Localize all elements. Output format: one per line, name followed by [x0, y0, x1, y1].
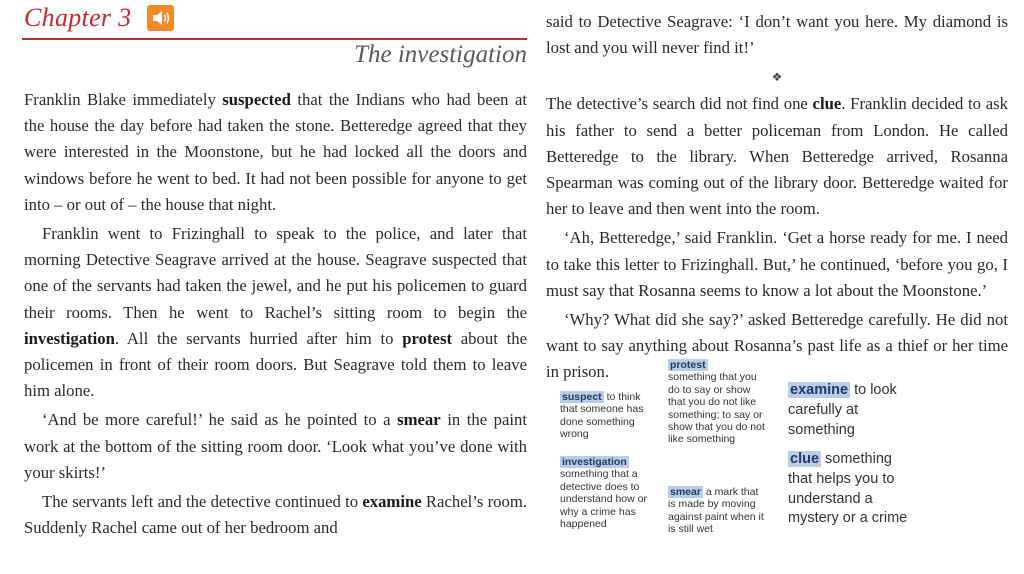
glossary-term: suspect: [562, 391, 602, 403]
section-title: The investigation: [354, 41, 527, 68]
keyword-suspected: suspected: [222, 90, 291, 109]
paragraph: Franklin Blake immediately suspected that the Indians who had been at the house the day before had taken the stone. Betteredge agreed that they were interested in the Moonstone, but he had locked all the doors and windows before he went to bed. It had not been possible for anyone to get into – or out of – the house that night.: [24, 90, 527, 214]
glossary-entry-smear: [668, 486, 766, 536]
keyword-clue: clue: [812, 94, 842, 114]
chapter-heading: Chapter 3: [24, 3, 132, 32]
glossary-definition: something that you do to say or show that you do not like something; to say or show that you do not like something: [668, 371, 765, 446]
speaker-icon: [151, 9, 171, 27]
paragraph: Franklin went to Frizinghall to speak to the police, and later that morning Detective Seagrave arrived at the house. Seagrave suspected that one of the servants had taken the jewel, and he put his policemen to guard their rooms. Then he went to Rachel’s sitting room to begin the investigation. All the servants hurried after him to protest about the policemen in front of their room doors. But Seagrave told them to leave him alone.: [24, 224, 527, 401]
right-text-column: [546, 9, 1008, 386]
glossary-term: smear: [670, 486, 701, 498]
paragraph: said to Detective Seagrave: ‘I don’t want you here. My diamond is lost and you will never find it!’: [546, 12, 1008, 58]
left-text-column: [24, 87, 527, 541]
keyword-protest: protest: [402, 328, 453, 348]
keyword-investigation: investigation: [24, 328, 115, 348]
paragraph: The servants left and the detective continued to examine Rachel’s room. Suddenly Rachel came out of her bedroom and: [24, 492, 528, 538]
glossary-definition: something that helps you to understand a mystery or a crime: [788, 451, 908, 527]
glossary-term: protest: [670, 359, 706, 371]
glossary-entry-examine: [788, 381, 918, 440]
paragraph: The detective’s search did not find one clue. Franklin decided to ask his father to send a better policeman from London. He called Betteredge to the library. When Betteredge arrived, Rosanna Spearman was coming out of the library door. Betteredge waited for her to leave and then went into the room.: [546, 94, 1008, 219]
glossary-term: investigation: [562, 456, 627, 468]
section-divider: ❖: [771, 70, 783, 85]
glossary-entry-clue: [788, 450, 918, 529]
glossary-entry-suspect: [560, 391, 658, 441]
header-divider: [22, 38, 527, 40]
glossary-entry-investigation: [560, 456, 658, 530]
paragraph: ‘And be more careful!’ he said as he pointed to a smear in the paint work at the bottom of the sitting room door. ‘Look what you’ve done with your skirts!’: [24, 410, 528, 482]
glossary-definition: something that a detective does to understand how or why a crime has happened: [560, 468, 647, 531]
glossary-definition: to think that someone has done something wrong: [560, 391, 644, 441]
glossary-term: examine: [790, 382, 849, 398]
glossary-entry-protest: [668, 359, 766, 446]
glossary-definition: a mark that is made by moving against paint when it is still wet: [668, 486, 764, 536]
keyword-examine: examine: [362, 492, 422, 512]
keyword-smear: smear: [397, 410, 441, 430]
paragraph: ‘Why? What did she say?’ asked Betteredge carefully. He did not want to say anything about Rosanna’s past life as a thief or her time in prison.: [546, 310, 1008, 382]
glossary-term: clue: [790, 451, 820, 467]
paragraph: ‘Ah, Betteredge,’ said Franklin. ‘Get a horse ready for me. I need to take this letter to Frizinghall. But,’ he continued, ‘before you go, I must say that Rosanna seems to know a lot about the Moonstone.’: [546, 228, 1008, 300]
audio-button[interactable]: [147, 5, 174, 31]
glossary-definition: to look carefully at something: [788, 382, 897, 438]
